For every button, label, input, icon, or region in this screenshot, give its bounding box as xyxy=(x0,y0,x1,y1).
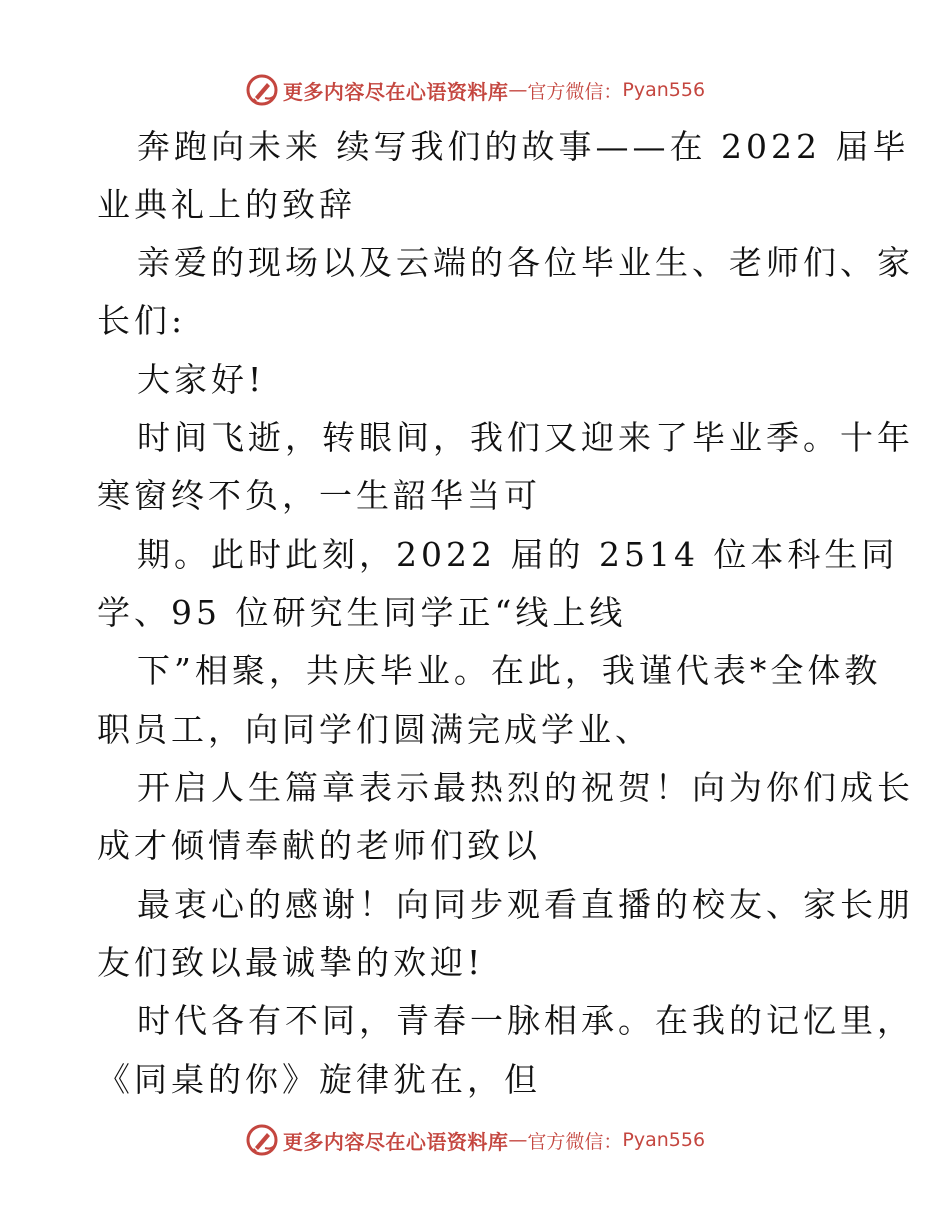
footer-banner xyxy=(0,1120,950,1160)
paragraph-line: 开启人生篇章表示最热烈的祝贺！向为你们成长 xyxy=(137,768,914,807)
paragraph-line: 寒窗终不负，一生韶华当可 xyxy=(97,476,541,515)
banner-separator: — xyxy=(508,79,528,101)
paragraph-line: 《同桌的你》旋律犹在，但 xyxy=(97,1060,541,1099)
banner-wechat-id: Pyan556 xyxy=(622,79,706,101)
salutation-line-2: 长们: xyxy=(97,301,187,340)
paragraph-line: 友们致以最诚挚的欢迎! xyxy=(97,943,485,982)
banner-separator: — xyxy=(508,1129,528,1151)
paragraph-line: 时代各有不同，青春一脉相承。在我的记忆里， xyxy=(137,1001,914,1040)
paragraph-line: 最衷心的感谢！向同步观看直播的校友、家长朋 xyxy=(137,885,914,924)
pen-logo-icon xyxy=(245,1123,279,1157)
paragraph-line: 期。此时此刻，2022 届的 2514 位本科生同 xyxy=(137,535,899,574)
title-line-1: 奔跑向未来 续写我们的故事——在 2022 届毕 xyxy=(137,127,910,166)
greeting-line: 大家好! xyxy=(137,360,266,399)
banner-wechat-label: 官方微信： xyxy=(527,1130,623,1153)
paragraph-line: 成才倾情奉献的老师们致以 xyxy=(97,826,541,865)
title-line-2: 业典礼上的致辞 xyxy=(97,185,356,224)
banner-title: 更多内容尽在心语资料库 xyxy=(282,1129,509,1154)
salutation-line-1: 亲爱的现场以及云端的各位毕业生、老师们、家 xyxy=(137,243,914,282)
banner-wechat-id: Pyan556 xyxy=(622,1129,706,1151)
banner-wechat-label: 官方微信： xyxy=(527,80,623,103)
paragraph-line: 职员工，向同学们圆满完成学业、 xyxy=(97,710,652,749)
banner-title: 更多内容尽在心语资料库 xyxy=(282,79,509,104)
paragraph-line: 时间飞逝，转眼间，我们又迎来了毕业季。十年 xyxy=(137,418,914,457)
paragraph-line: 学、95 位研究生同学正“线上线 xyxy=(97,593,627,632)
paragraph-line: 下”相聚，共庆毕业。在此，我谨代表*全体教 xyxy=(137,651,882,690)
